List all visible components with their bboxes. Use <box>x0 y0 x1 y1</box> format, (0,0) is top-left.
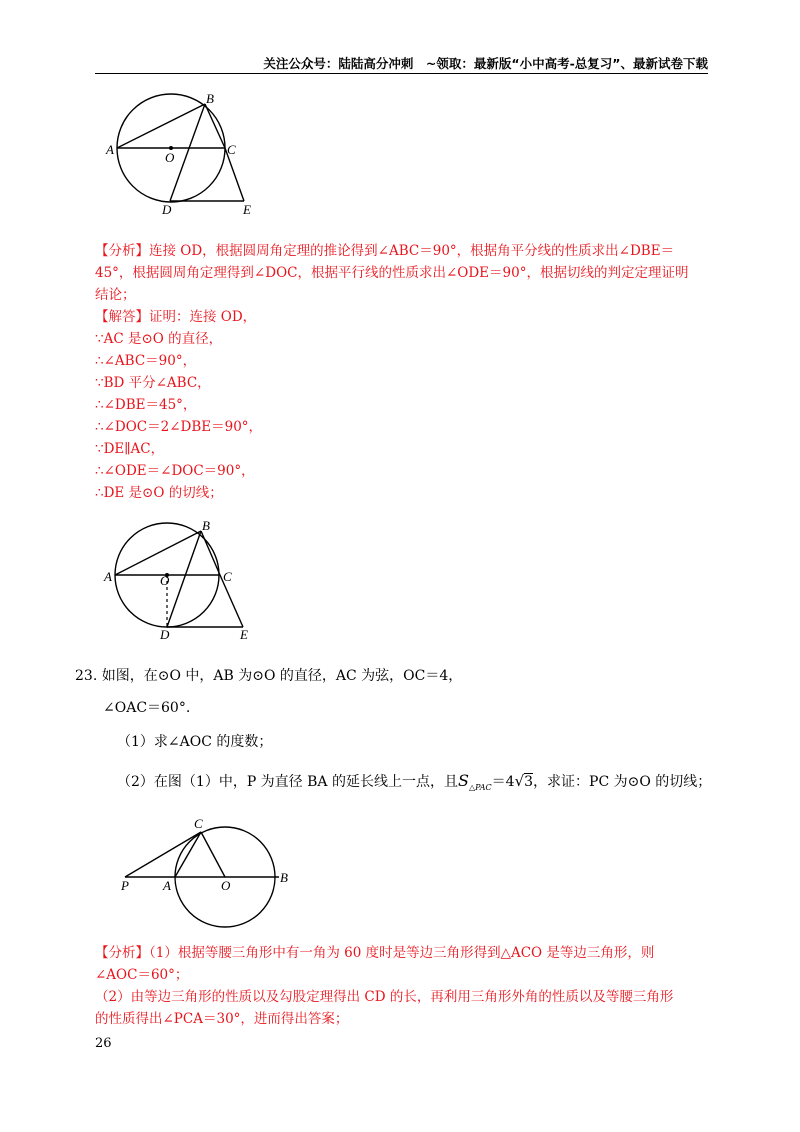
label-p: P <box>121 878 129 893</box>
label-a: A <box>104 569 112 584</box>
solution-line: ∵DE∥AC， <box>95 441 165 457</box>
solution-line: ∴∠DOC＝2∠DBE＝90°， <box>95 419 263 435</box>
part2-text: （2）在图（1）中，P 为直径 BA 的延长线上一点，且 <box>117 774 458 790</box>
label-o: O <box>165 150 175 165</box>
segment-bc <box>205 104 225 148</box>
page-number: 26 <box>95 1036 112 1051</box>
solution-line: 结论； <box>95 287 136 303</box>
label-e: E <box>240 627 248 642</box>
solution-line: （2）由等边三角形的性质以及勾股定理得出 CD 的长，再利用三角形外角的性质以及等腰三角形 <box>95 989 674 1005</box>
solution-23 <box>95 942 715 1030</box>
label-b: B <box>206 91 214 106</box>
solution-line: 的性质得出∠PCA＝30°，进而得出答案； <box>95 1011 349 1027</box>
area-symbol: S <box>457 771 469 790</box>
geometry-figure-1 <box>100 90 270 220</box>
label-d: D <box>162 202 172 217</box>
segment-bc <box>201 531 220 575</box>
label-o: O <box>160 573 170 588</box>
label-a: A <box>163 878 171 893</box>
header-rule <box>95 73 708 74</box>
solution-line: 【分析】（1）根据等腰三角形中有一角为 60 度时是等边三角形得到△ACO 是等边三角形，则 <box>95 945 655 961</box>
solution-line: ∴∠ODE＝∠DOC＝90°， <box>95 463 255 479</box>
part2-text-end: ，求证：PC 为⊙O 的切线； <box>533 774 712 790</box>
question-number: 23. <box>75 668 98 684</box>
question-text: 如图，在⊙O 中，AB 为⊙O 的直径，AC 为弦，OC＝4， <box>101 668 463 684</box>
solution-line: 【解答】证明：连接 OD， <box>95 309 257 325</box>
page-header: 关注公众号：陆陆高分冲刺 ~领取：最新版“小中高考-总复习”、最新试卷下载 <box>263 56 708 71</box>
label-b: B <box>280 870 288 885</box>
question-23-line2: ∠OAC＝60°. <box>103 700 191 716</box>
label-a: A <box>106 142 114 157</box>
segment-ac <box>175 832 201 877</box>
solution-line: 【分析】连接 OD，根据圆周角定理的推论得到∠ABC＝90°，根据角平分线的性质求出∠DBE＝ <box>95 243 675 259</box>
solution-line: 45°，根据圆周角定理得到∠DOC，根据平行线的性质求出∠ODE＝90°，根据切线的判定定理证明 <box>95 265 689 281</box>
solution-line: ∴DE 是⊙O 的切线； <box>95 485 223 501</box>
solution-line: ∴∠ABC＝90°， <box>95 353 197 369</box>
area-value: ＝4 <box>491 774 515 790</box>
segment-oc <box>201 832 225 877</box>
solution-line: ∴∠DBE＝45°， <box>95 397 197 413</box>
solution-22 <box>95 240 715 504</box>
label-o: O <box>221 878 231 893</box>
label-c: C <box>227 142 236 157</box>
question-23-line1 <box>75 665 462 687</box>
label-d: D <box>160 627 170 642</box>
solution-line: ∵AC 是⊙O 的直径， <box>95 331 223 347</box>
solution-line: ∵BD 平分∠ABC， <box>95 375 211 391</box>
label-b: B <box>202 518 210 533</box>
label-c: C <box>194 816 203 831</box>
sqrt-radicand: 3 <box>524 774 534 790</box>
question-23-part1: （1）求∠AOC 的度数； <box>117 734 273 750</box>
label-c: C <box>223 569 232 584</box>
label-e: E <box>243 202 251 217</box>
area-subscript: △PAC <box>468 782 492 792</box>
sqrt-sign: √ <box>514 772 525 790</box>
solution-line: ∠AOC＝60°； <box>95 967 189 983</box>
segment-pc <box>125 832 201 877</box>
question-23-part2 <box>117 770 711 799</box>
geometry-figure-3 <box>115 812 300 937</box>
geometry-figure-2 <box>100 515 270 645</box>
